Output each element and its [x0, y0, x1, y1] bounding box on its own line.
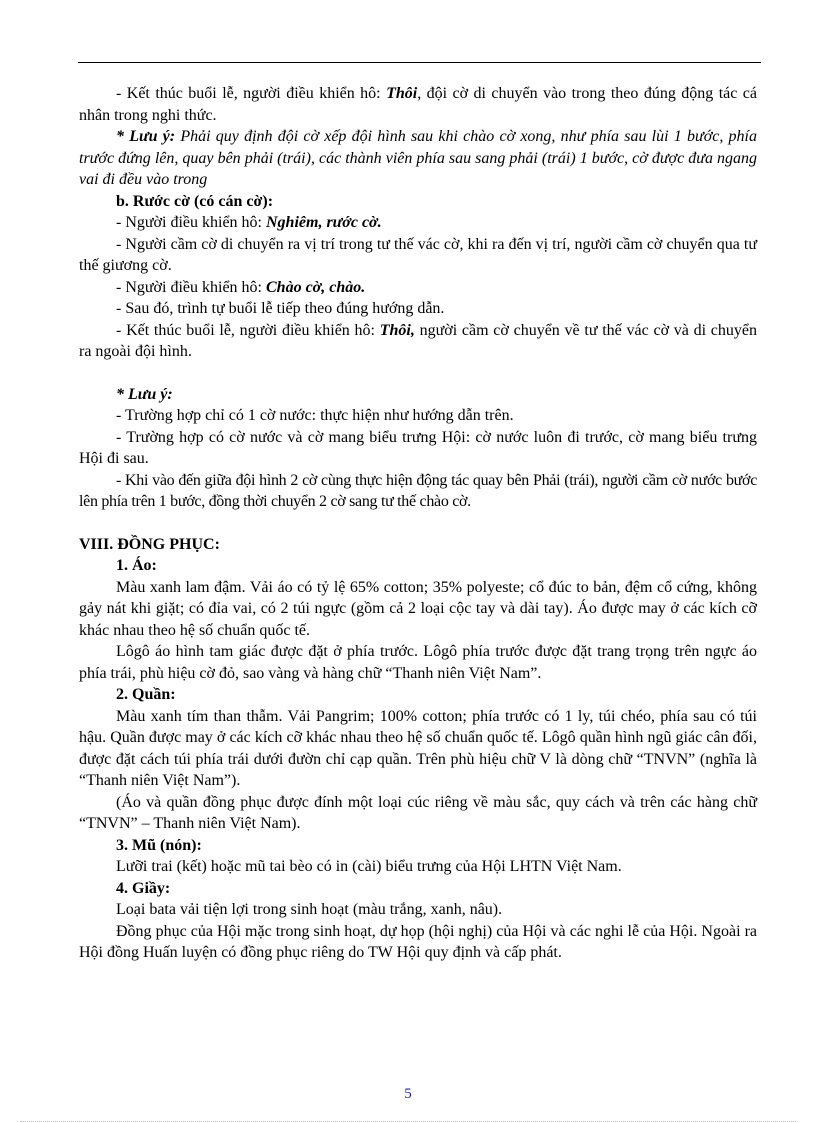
note-heading: * Lưu ý: — [116, 385, 173, 403]
document-body — [79, 83, 757, 964]
subheading-3: 3. Mũ (nón): — [116, 836, 202, 854]
paragraph: - Sau đó, trình tự buổi lễ tiếp theo đúng hướng dẫn. — [116, 300, 445, 317]
subheading-4: 4. Giầy: — [116, 879, 171, 897]
paragraph: Màu xanh tím than thẫm. Vải Pangrim; 100% cotton; phía trước có 1 ly, túi chéo, phía sau có túi hậu. Quần được may ở các kích cỡ khác nhau theo hệ số chuẩn quốc tế. Lôgô quần hình ngũ giác cân đối, được đặt cách túi phía trái dưới đườn chỉ cạp quần. Trên phù hiệu chữ V là dòng chữ “TNVN” (nghĩa là “Thanh niên Việt Nam”). — [79, 707, 757, 789]
page-number: 5 — [404, 1086, 412, 1102]
paragraph: Lôgô áo hình tam giác được đặt ở phía trước. Lôgô phía trước được đặt trang trọng trên ngực áo phía trái, phù hiệu cờ đỏ, sao vàng và hàng chữ “Thanh niên Việt Nam”. — [79, 643, 757, 682]
spacer — [79, 363, 757, 384]
paragraph: - Người điều khiển hô: Nghiêm, rước cờ. — [116, 214, 382, 231]
note-paragraph: * Lưu ý: Phải quy định đội cờ xếp đội hình sau khi chào cờ xong, như phía sau lùi 1 bước, phía trước đứng lên, quay bên phải (trái), các thành viên phía sau sang phải (trái) 1 bước, cờ được đưa ngang vai đi đều vào trong — [79, 128, 757, 188]
paragraph: Lưỡi trai (kết) hoặc mũ tai bèo có in (cài) biểu trưng của Hội LHTN Việt Nam. — [116, 858, 622, 875]
paragraph: - Kết thúc buổi lễ, người điều khiển hô: Thôi, người cầm cờ chuyển về tư thế vác cờ và di chuyển ra ngoài đội hình. — [79, 321, 757, 360]
spacer — [79, 513, 757, 534]
paragraph: Loại bata vải tiện lợi trong sinh hoạt (màu trắng, xanh, nâu). — [116, 901, 503, 918]
subheading-1: 1. Áo: — [116, 557, 157, 574]
paragraph: - Trường hợp có cờ nước và cờ mang biểu trưng Hội: cờ nước luôn đi trước, cờ mang biểu trưng Hội đi sau. — [79, 428, 757, 467]
subheading-b: b. Rước cờ (có cán cờ): — [116, 192, 274, 210]
paragraph: (Áo và quần đồng phục được đính một loại cúc riêng về màu sắc, quy cách và trên các hàng chữ “TNVN” – Thanh niên Việt Nam). — [79, 793, 757, 832]
paragraph: - Kết thúc buổi lễ, người điều khiển hô: Thôi, đội cờ di chuyển vào trong theo đúng động tác cá nhân trong nghi thức. — [79, 85, 757, 124]
header-rule — [78, 62, 761, 63]
paragraph: - Khi vào đến giữa đội hình 2 cờ cùng thực hiện động tác quay bên Phải (trái), người cầm cờ nước bước lên phía trên 1 bước, đồng thời chuyển 2 cờ sang tư thế chào cờ. — [79, 471, 757, 510]
subheading-2: 2. Quần: — [116, 686, 176, 703]
paragraph: Màu xanh lam đậm. Vải áo có tỷ lệ 65% cotton; 35% polyeste; cổ đúc to bản, đệm cổ cứng, không gảy nát khi giặt; có đỉa vai, có 2 túi ngực (gồm cả 2 loại cộc tay và dài tay). Áo được may ở các kích cỡ khác nhau theo hệ số chuẩn quốc tế. — [79, 578, 757, 639]
paragraph: - Người điều khiển hô: Chào cờ, chào. — [116, 278, 366, 296]
paragraph: - Người cầm cờ di chuyển ra vị trí trong tư thế vác cờ, khi ra đến vị trí, người cầm cờ chuyển qua tư thế giương cờ. — [79, 235, 757, 274]
paragraph: - Trường hợp chỉ có 1 cờ nước: thực hiện như hướng dẫn trên. — [116, 407, 514, 424]
section-heading: VIII. ĐỒNG PHỤC: — [79, 535, 220, 553]
paragraph: Đồng phục của Hội mặc trong sinh hoạt, dự họp (hội nghị) của Hội và các nghi lễ của Hội. Ngoài ra Hội đồng Huấn luyện có đồng phục riêng do TW Hội quy định và cấp phát. — [79, 922, 757, 961]
page-bottom-border — [20, 1121, 796, 1122]
